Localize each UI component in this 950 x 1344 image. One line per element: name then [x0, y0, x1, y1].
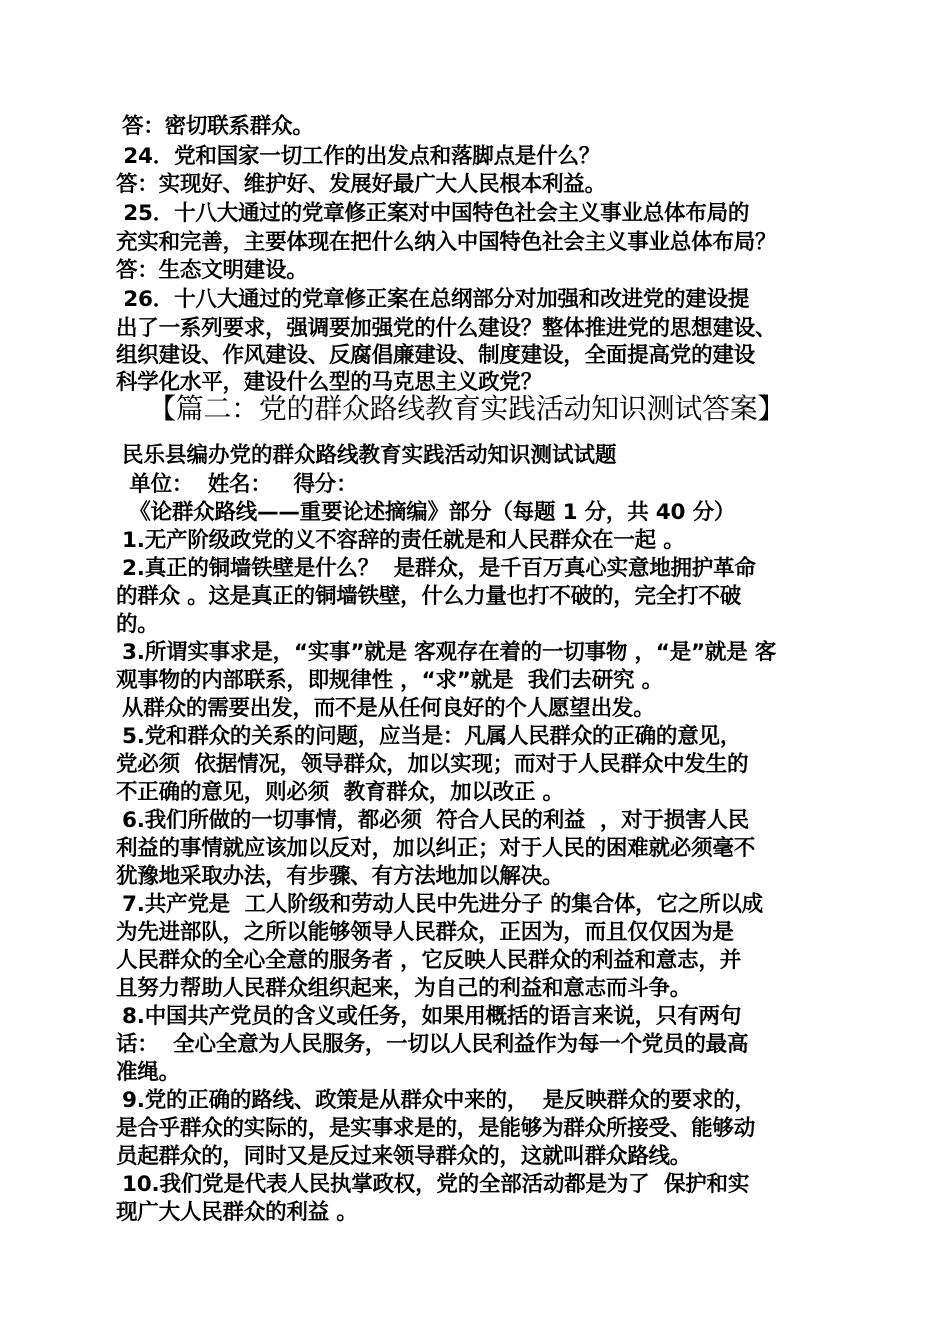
question-line: 准绳。	[116, 1060, 180, 1085]
question-line: 观事物的内部联系，即规律性 ，“求”就是 我们去研究 。	[116, 668, 663, 693]
question-line: 人民群众的全心全意的服务者 ，它反映人民群众的利益和意志，并	[116, 948, 741, 973]
question-line: 现广大人民群众的利益 。	[116, 1200, 358, 1225]
question-line: 话： 全心全意为人民服务，一切以人民利益作为每一个党员的最高	[116, 1032, 749, 1057]
question-line: 充实和完善，主要体现在把什么纳入中国特色社会主义事业总体布局？	[116, 230, 777, 255]
section-heading: 【篇二：党的群众路线教育实践活动知识测试答案】	[148, 392, 786, 425]
answer-line: 答：实现好、维护好、发展好最广大人民根本利益。	[116, 172, 606, 197]
question-line: 的群众 。这是真正的铜墙铁壁，什么力量也打不破的，完全打不破	[116, 584, 741, 609]
question-line: 24．党和国家一切工作的出发点和落脚点是什么？	[116, 144, 601, 169]
question-line: 党必须 依据情况，领导群众，加以实现；而对于人民群众中发生的	[116, 752, 749, 777]
question-line: 25．十八大通过的党章修正案对中国特色社会主义事业总体布局的	[116, 201, 750, 226]
question-line: 科学化水平，建设什么型的马克思主义政党？	[116, 370, 543, 395]
question-line: 是合乎群众的实际的，是实事求是的，是能够为群众所接受、能够动	[116, 1116, 756, 1141]
question-line: 不正确的意见，则必须 教育群众，加以改正 。	[116, 780, 564, 805]
info-line: 单位： 姓名： 得分：	[122, 472, 358, 497]
question-line: 出了一系列要求，强调要加强党的什么建设？整体推进党的思想建设、	[116, 316, 777, 341]
test-title: 民乐县编办党的群众路线教育实践活动知识测试试题	[122, 443, 617, 468]
question-line: 利益的事情就应该加以反对，加以纠正；对于人民的困难就必须毫不	[116, 836, 756, 861]
question-line: 犹豫地采取办法，有步骤、有方法地加以解决。	[116, 864, 564, 889]
question-line: 8.中国共产党员的含义或任务，如果用概括的语言来说，只有两句	[122, 1004, 742, 1029]
question-line: 10.我们党是代表人民执掌政权，党的全部活动都是为了 保护和实	[122, 1172, 750, 1197]
question-line: 的。	[116, 612, 159, 637]
question-line: 9.党的正确的路线、政策是从群众中来的， 是反映群众的要求的，	[122, 1088, 756, 1113]
question-line: 3.所谓实事求是，“实事”就是 客观存在着的一切事物 ，“是”就是 客	[122, 640, 777, 665]
question-line: 7.共产党是 工人阶级和劳动人民中先进分子 的集合体，它之所以成	[122, 892, 763, 917]
question-line: 且努力帮助人民群众组织起来，为自己的利益和意志而斗争。	[116, 976, 692, 1001]
question-line: 2.真正的铜墙铁壁是什么？ 是群众，是千百万真心实意地拥护革命	[122, 556, 756, 581]
question-line: 26．十八大通过的党章修正案在总纲部分对加强和改进党的建设提	[116, 287, 750, 312]
answer-line: 答：密切联系群众。	[122, 114, 314, 139]
question-line: 组织建设、作风建设、反腐倡廉建设、制度建设，全面提高党的建设	[116, 343, 756, 368]
section-intro: 《论群众路线——重要论述摘编》部分（每题 1 分，共 40 分）	[122, 500, 736, 525]
question-line: 从群众的需要出发，而不是从任何良好的个人愿望出发。	[122, 696, 655, 721]
answer-line: 答：生态文明建设。	[116, 258, 308, 283]
question-line: 6.我们所做的一切事情，都必须 符合人民的利益 ，对于损害人民	[122, 808, 749, 833]
question-line: 员起群众的，同时又是反过来领导群众的，这就叫群众路线。	[116, 1144, 692, 1169]
question-line: 1.无产阶级政党的义不容辞的责任就是和人民群众在一起 。	[122, 528, 685, 553]
question-line: 为先进部队，之所以能够领导人民群众，正因为，而且仅仅因为是	[116, 920, 734, 945]
question-line: 5.党和群众的关系的问题，应当是：凡属人民群众的正确的意见，	[122, 724, 742, 749]
